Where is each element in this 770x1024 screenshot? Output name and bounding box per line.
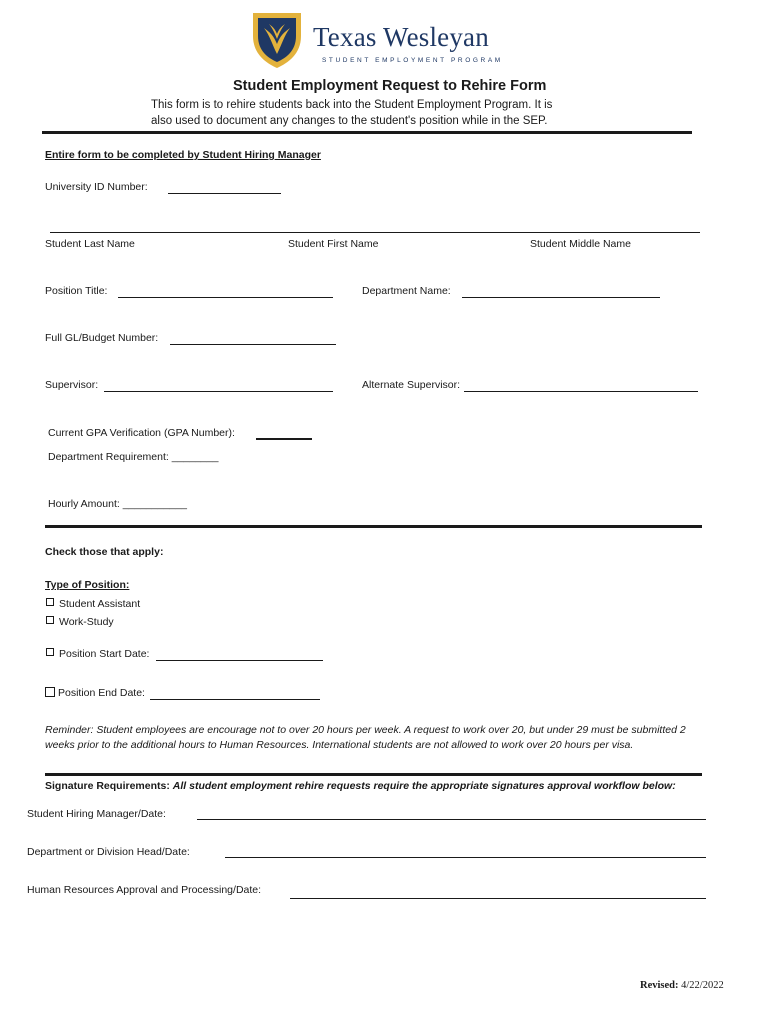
- revised-label: Revised:: [640, 980, 679, 991]
- student-assistant-label: Student Assistant: [59, 598, 141, 610]
- position-title-label: Position Title:: [45, 285, 108, 297]
- end-date-label: Position End Date:: [58, 687, 145, 699]
- last-name-label: Student Last Name: [45, 238, 135, 250]
- hourly-amount-label: Hourly Amount: ___________: [48, 498, 187, 510]
- type-of-position-heading: Type of Position:: [45, 579, 130, 591]
- hiring-manager-label: Student Hiring Manager/Date:: [27, 808, 166, 820]
- brand-subtitle: STUDENT EMPLOYMENT PROGRAM: [322, 57, 503, 64]
- header-divider: [42, 131, 692, 134]
- shield-icon: [250, 10, 304, 70]
- alt-supervisor-label: Alternate Supervisor:: [362, 379, 461, 391]
- work-study-label: Work-Study: [59, 616, 114, 628]
- supervisor-field[interactable]: [104, 381, 333, 392]
- university-id-label: University ID Number:: [45, 181, 148, 193]
- student-assistant-option[interactable]: [46, 598, 140, 610]
- reminder-note: Reminder: Student employees are encourage not to over 20 hours per week. A request to work over 20, but under 29 must be submitted 2 weeks prior to the additional hours to Human Resources. International students are not allowed to work over 20 hours per visa.: [45, 724, 686, 751]
- hiring-manager-signature-field[interactable]: [197, 809, 706, 820]
- first-name-label: Student First Name: [288, 238, 379, 250]
- intro-line-1: This form is to rehire students back into the Student Employment Program. It is: [151, 99, 553, 111]
- form-title: Student Employment Request to Rehire Form: [233, 78, 547, 94]
- brand-name: Texas Wesleyan: [313, 22, 489, 52]
- gpa-field[interactable]: [256, 428, 312, 440]
- start-date-field[interactable]: [156, 650, 323, 661]
- gl-budget-field[interactable]: [170, 334, 336, 345]
- hr-signature-field[interactable]: [290, 888, 706, 899]
- university-id-field[interactable]: [168, 183, 281, 194]
- dept-head-label: Department or Division Head/Date:: [27, 846, 190, 858]
- end-date-checkbox[interactable]: [45, 687, 55, 697]
- gl-budget-label: Full GL/Budget Number:: [45, 332, 159, 344]
- start-date-label: Position Start Date:: [59, 648, 150, 660]
- signature-heading-row: [45, 780, 676, 792]
- section-divider: [45, 525, 702, 528]
- start-date-checkbox[interactable]: [46, 648, 54, 656]
- signature-divider: [45, 773, 702, 776]
- dept-head-signature-field[interactable]: [225, 847, 706, 858]
- department-name-label: Department Name:: [362, 285, 451, 297]
- intro-line-2: also used to document any changes to the student's position while in the SEP.: [151, 115, 548, 127]
- position-title-field[interactable]: [118, 287, 333, 298]
- supervisor-label: Supervisor:: [45, 379, 99, 391]
- revised-date: 4/22/2022: [681, 980, 724, 991]
- signature-heading: Signature Requirements:: [45, 780, 170, 792]
- signature-heading-note: All student employment rehire requests require the appropriate signatures approval workflow below:: [172, 780, 676, 792]
- middle-name-label: Student Middle Name: [530, 238, 631, 250]
- start-date-option[interactable]: [46, 648, 149, 660]
- end-date-option[interactable]: [45, 687, 145, 699]
- check-heading: Check those that apply:: [45, 546, 164, 558]
- student-assistant-checkbox[interactable]: [46, 598, 54, 606]
- gpa-label: Current GPA Verification (GPA Number):: [48, 427, 235, 439]
- instructions: Entire form to be completed by Student Hiring Manager: [45, 149, 321, 161]
- work-study-option[interactable]: [46, 616, 114, 628]
- hr-label: Human Resources Approval and Processing/Date:: [27, 884, 262, 896]
- alt-supervisor-field[interactable]: [464, 381, 698, 392]
- logo: [250, 10, 510, 72]
- revised-note: [640, 980, 724, 991]
- work-study-checkbox[interactable]: [46, 616, 54, 624]
- department-name-field[interactable]: [462, 287, 660, 298]
- dept-requirement-label: Department Requirement: ________: [48, 451, 219, 463]
- end-date-field[interactable]: [150, 689, 320, 700]
- name-field-line[interactable]: [50, 232, 700, 233]
